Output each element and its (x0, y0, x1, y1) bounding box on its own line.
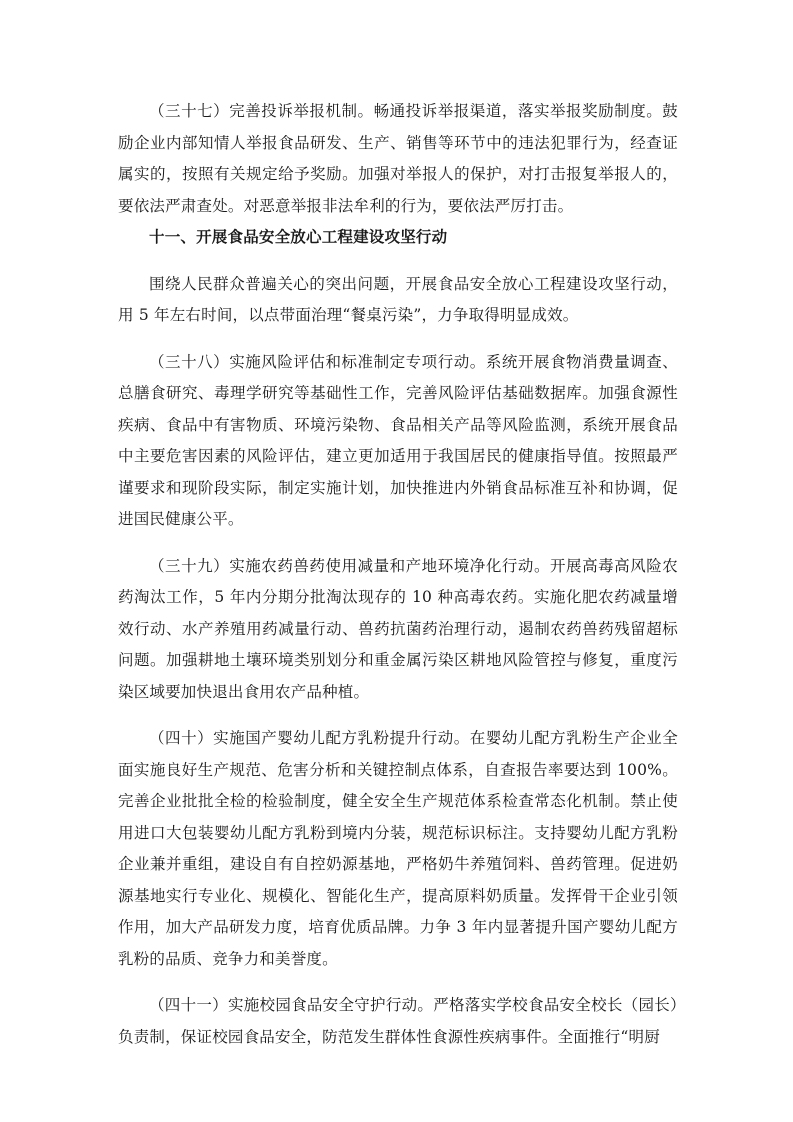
paragraph-intro: 围绕人民群众普遍关心的突出问题，开展食品安全放心工程建设攻坚行动，用 5 年左右时间，以点带面治理“餐桌污染”，力争取得明显成效。 (118, 274, 678, 324)
paragraph-39: （三十九）实施农药兽药使用减量和产地环境净化行动。开展高毒高风险农药淘汰工作，5 年内分期分批淘汰现存的 10 种高毒农药。实施化肥农药减量增效行动、水产养殖用药减量行动、兽药抗菌药治理行动，遏制农药兽药残留超标问题。加强耕地土壤环境类别划分和重金属污染区耕地风险管控与修复，重度污染区域要加快退出食用农产品种植。 (118, 556, 678, 701)
section-heading: 十一、开展食品安全放心工程建设攻坚行动 (149, 228, 448, 246)
paragraph-37: （三十七）完善投诉举报机制。畅通投诉举报渠道，落实举报奖励制度。鼓励企业内部知情人举报食品研发、生产、销售等环节中的违法犯罪行为，经查证属实的，按照有关规定给予奖励。加强对举报人的保护，对打击报复举报人的，要依法严肃查处。对恶意举报非法牟利的行为，要依法严厉打击。 (118, 102, 678, 215)
paragraph-38: （三十八）实施风险评估和标准制定专项行动。系统开展食物消费量调查、总膳食研究、毒理学研究等基础性工作，完善风险评估基础数据库。加强食源性疾病、食品中有害物质、环境污染物、食品相关产品等风险监测，系统开展食品中主要危害因素的风险评估，建立更加适用于我国居民的健康指导值。按照最严谨要求和现阶段实际，制定实施计划，加快推进内外销食品标准互补和协调，促进国民健康公平。 (118, 352, 678, 528)
paragraph-40: （四十）实施国产婴幼儿配方乳粉提升行动。在婴幼儿配方乳粉生产企业全面实施良好生产规范、危害分析和关键控制点体系，自查报告率要达到 100%。完善企业批批全检的检验制度，健全安全生产规范体系检查常态化机制。禁止使用进口大包装婴幼儿配方乳粉到境内分装，规范标识标注。支持婴幼儿配方乳粉企业兼并重组，建设自有自控奶源基地，严格奶牛养殖饲料、兽药管理。促进奶源基地实行专业化、规模化、智能化生产，提高原料奶质量。发挥骨干企业引领作用，加大产品研发力度，培育优质品牌。力争 3 年内显著提升国产婴幼儿配方乳粉的品质、竞争力和美誉度。 (118, 729, 678, 968)
paragraph-41: （四十一）实施校园食品安全守护行动。严格落实学校食品安全校长（园长）负责制，保证校园食品安全，防范发生群体性食源性疾病事件。全面推行“明厨 (118, 996, 678, 1046)
document-body (118, 96, 678, 1053)
